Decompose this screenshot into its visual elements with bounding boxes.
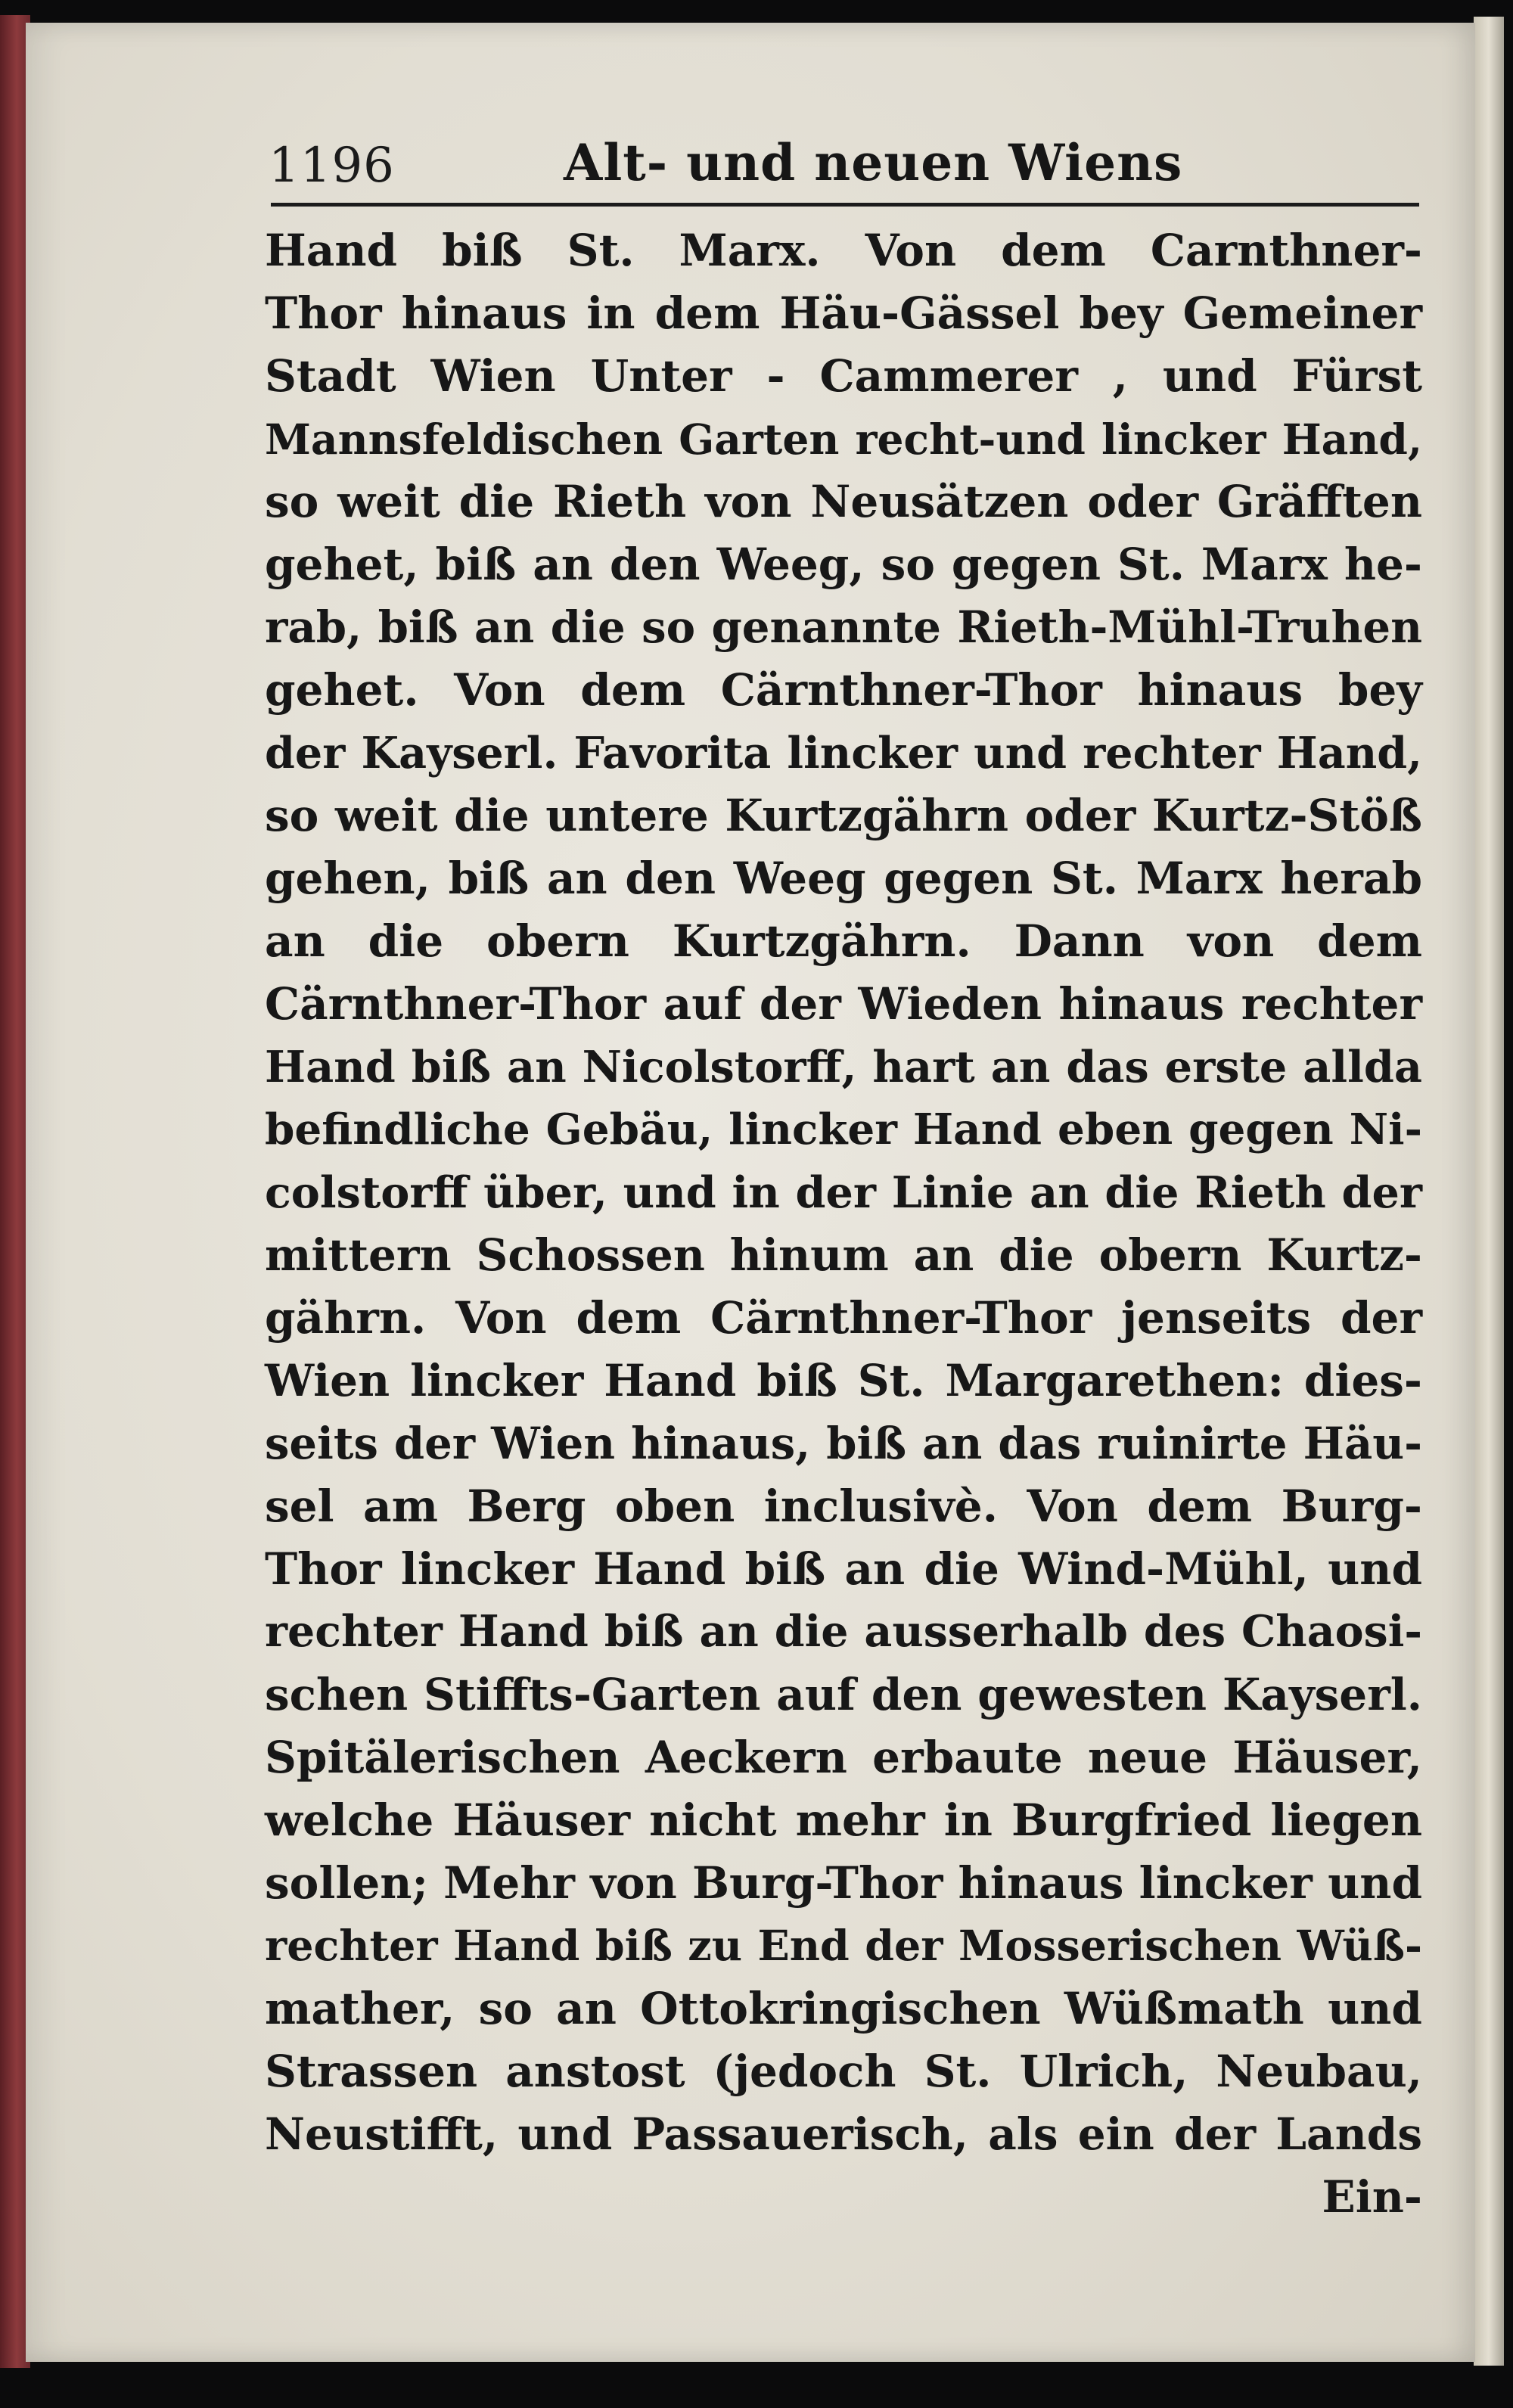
text-line: mittern Schossen hinum an die obern Kurtz- — [265, 1229, 1422, 1281]
text-line: an die obern Kurtzgährn. Dann von dem — [265, 915, 1422, 967]
page-number: 1196 — [269, 138, 395, 194]
text-line: so weit die untere Kurtzgährn oder Kurtz-Stöß — [265, 790, 1422, 841]
text-line: gehen, biß an den Weeg gegen St. Marx herab — [265, 853, 1422, 904]
text-line: der Kayserl. Favorita lincker und rechter Hand, — [265, 728, 1422, 778]
text-line: Hand biß an Nicolstorff, hart an das erste allda — [265, 1041, 1422, 1092]
header-rule — [271, 203, 1419, 207]
page-stack-edge — [1474, 17, 1504, 2366]
text-line: so weit die Rieth von Neusätzen oder Gräfften — [265, 476, 1422, 527]
running-head: Alt- und neuen Wiens — [564, 133, 1183, 192]
text-line: seits der Wien hinaus, biß an das ruinirte Häu- — [265, 1418, 1422, 1469]
text-line: mather, so an Ottokringischen Wüßmath und — [265, 1983, 1422, 2034]
text-line: Stadt Wien Unter - Cammerer , und Fürst — [265, 350, 1422, 402]
text-line: sollen; Mehr von Burg-Thor hinaus lincker und — [265, 1857, 1422, 1909]
text-line: gehet. Von dem Cärnthner-Thor hinaus bey — [265, 664, 1422, 716]
text-line: Cärnthner-Thor auf der Wieden hinaus rechter — [265, 978, 1422, 1030]
catchword: Ein- — [1322, 2171, 1422, 2223]
text-line: Strassen anstost (jedoch St. Ulrich, Neubau, — [265, 2046, 1422, 2097]
text-line: Thor hinaus in dem Häu-Gässel bey Gemeiner — [265, 287, 1422, 339]
text-line: rechter Hand biß an die ausserhalb des Chaosi- — [265, 1607, 1422, 1657]
page-header — [269, 133, 1418, 198]
text-line: gährn. Von dem Cärnthner-Thor jenseits der — [265, 1292, 1422, 1344]
text-line: welche Häuser nicht mehr in Burgfried liegen — [265, 1794, 1422, 1846]
text-line: befindliche Gebäu, lincker Hand eben gegen Ni- — [265, 1105, 1422, 1154]
text-line: Spitälerischen Aeckern erbaute neue Häuser, — [265, 1732, 1422, 1783]
text-line: colstorff über, und in der Linie an die Rieth der — [265, 1167, 1422, 1218]
text-line: Hand biß St. Marx. Von dem Carnthner- — [265, 225, 1422, 276]
text-line: gehet, biß an den Weeg, so gegen St. Marx he- — [265, 539, 1422, 590]
text-line: schen Stiffts-Garten auf den gewesten Kayserl. — [265, 1669, 1422, 1720]
text-line: Neustifft, und Passauerisch, als ein der Lands — [265, 2108, 1422, 2160]
text-line: sel am Berg oben inclusivè. Von dem Burg- — [265, 1481, 1422, 1532]
text-line: Wien lincker Hand biß St. Margarethen: dies- — [265, 1355, 1422, 1406]
text-line: rab, biß an die so genannte Rieth-Mühl-Truhen — [265, 601, 1422, 653]
text-line: rechter Hand biß zu End der Mosserischen Wüß- — [265, 1922, 1422, 1971]
body-text — [265, 219, 1422, 2229]
text-line: Thor lincker Hand biß an die Wind-Mühl, und — [265, 1543, 1422, 1595]
text-line: Mannsfeldischen Garten recht-und lincker Hand, — [265, 415, 1422, 464]
